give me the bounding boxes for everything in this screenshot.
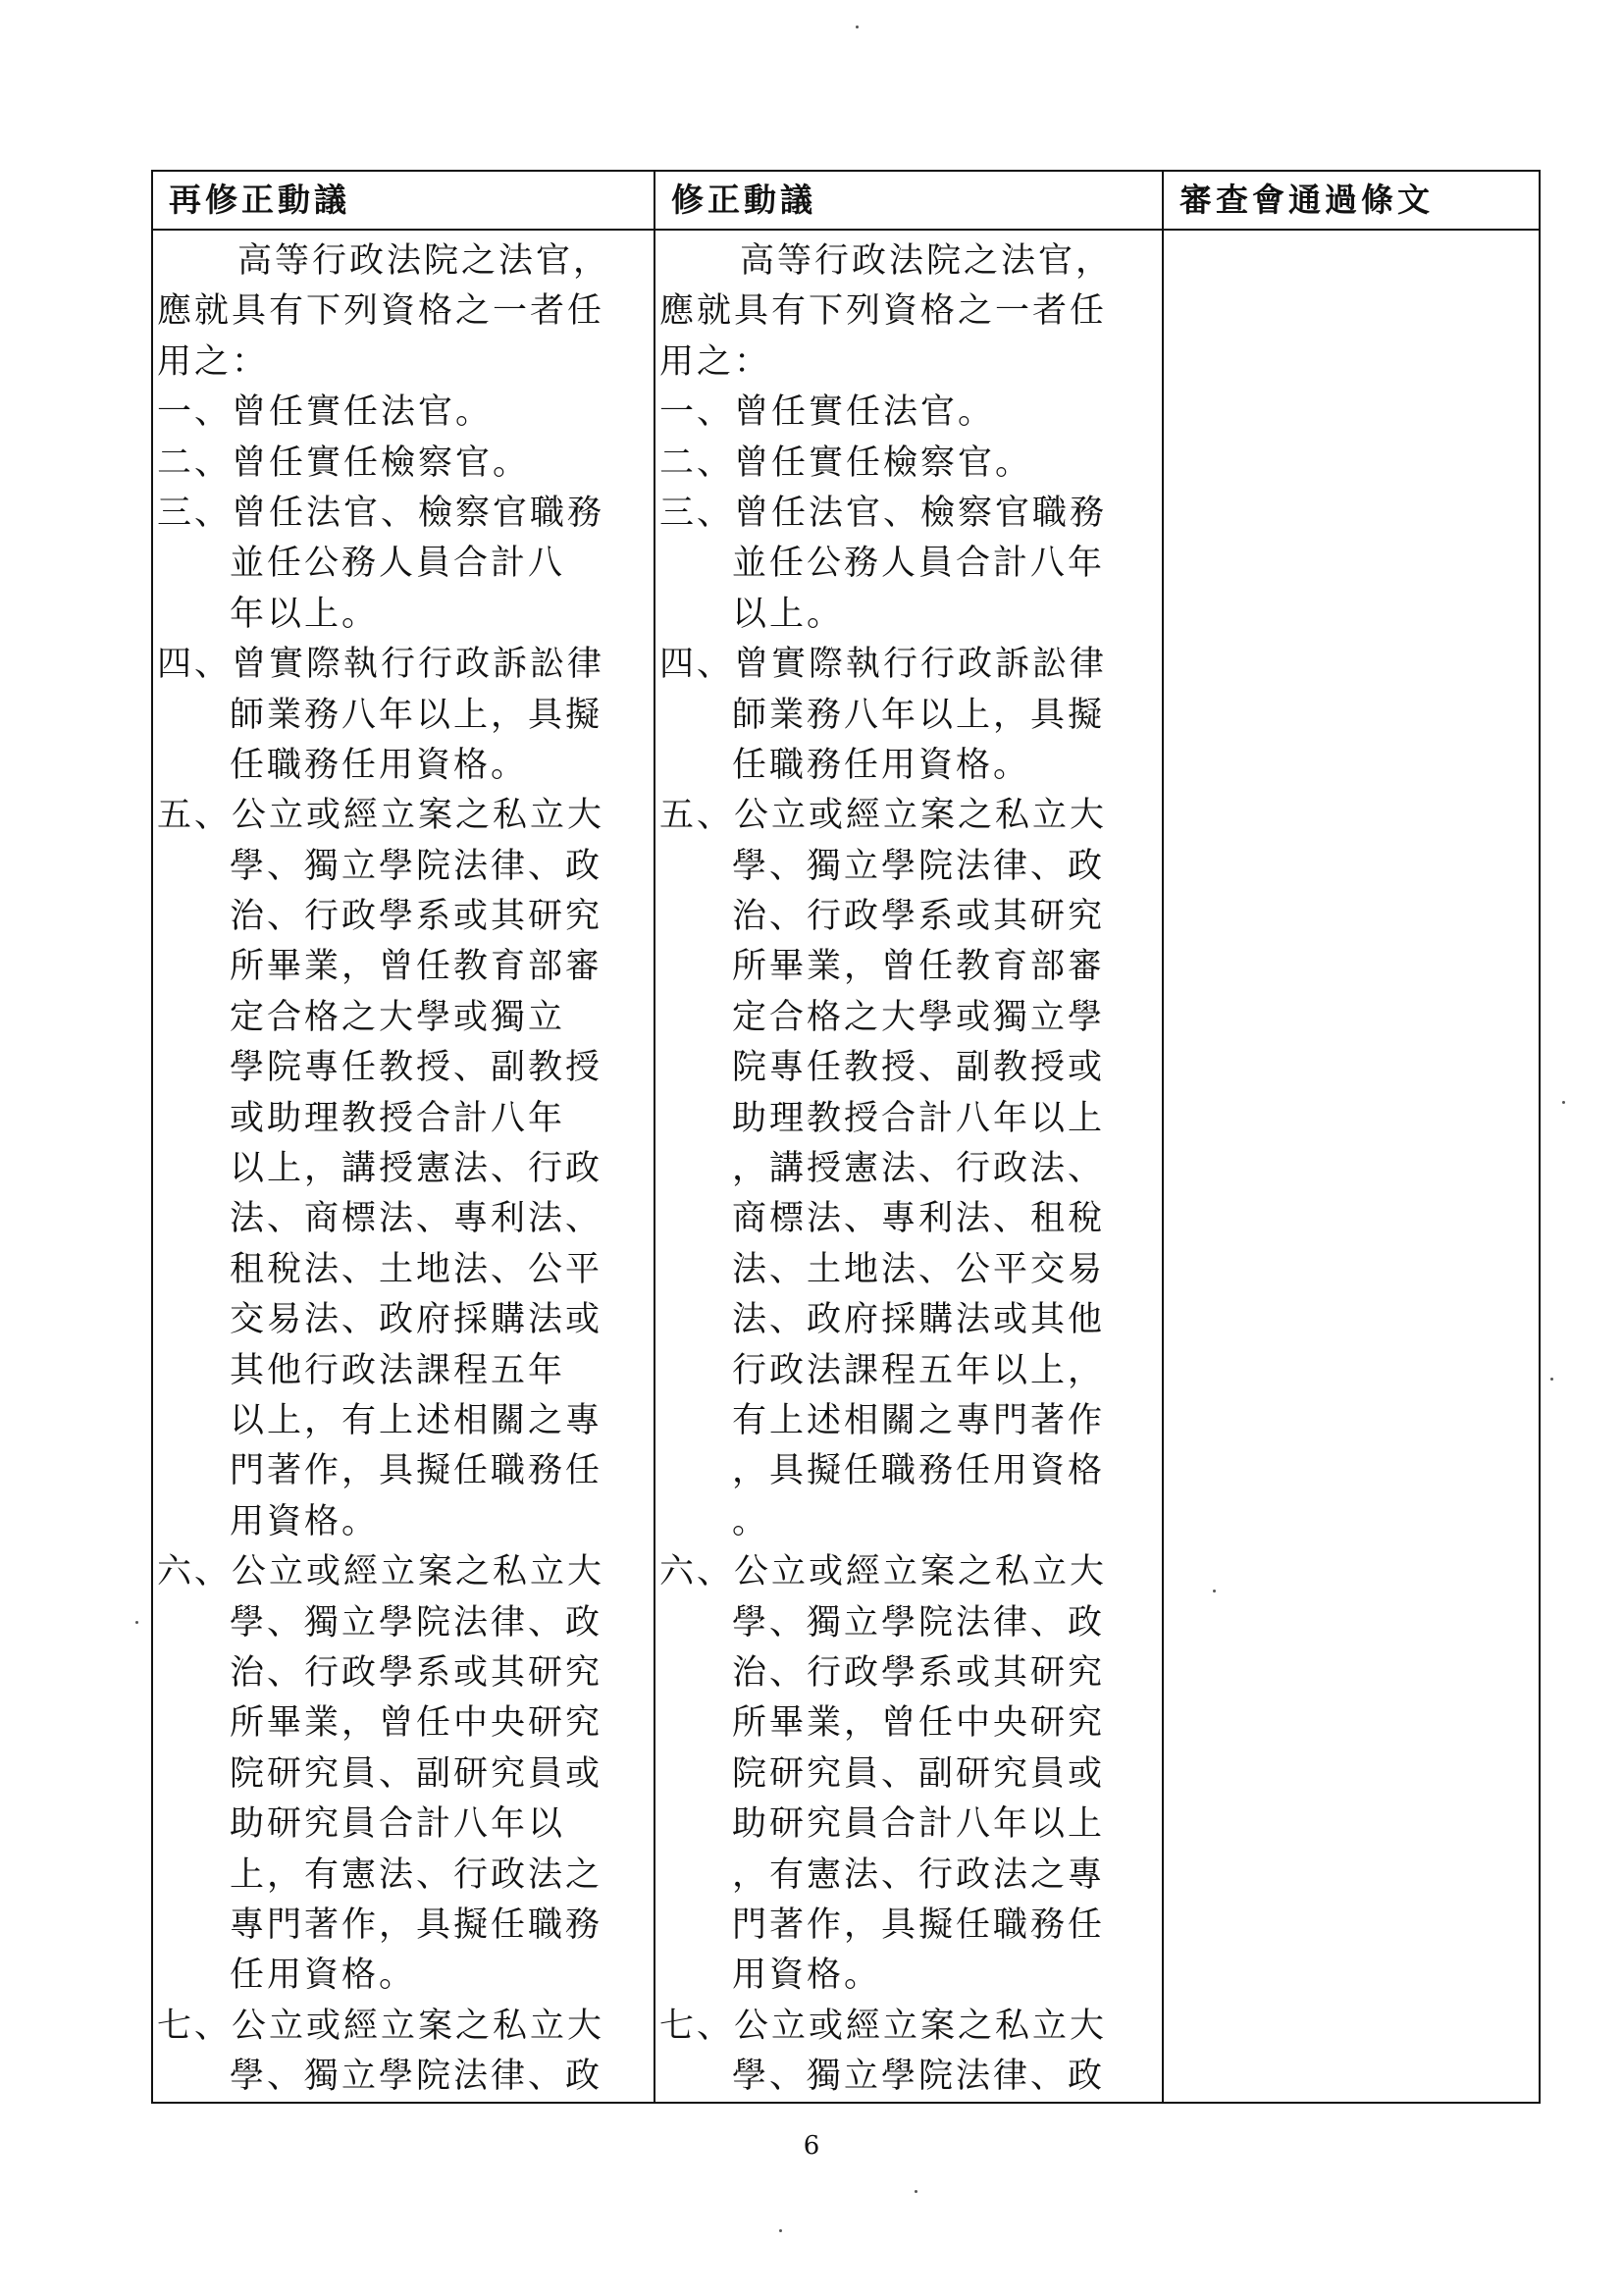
col1-line: 學、獨立學院法律、政 <box>230 846 603 886</box>
col1-line: 學、獨立學院法律、政 <box>230 1602 603 1643</box>
scan-speck <box>915 2190 917 2193</box>
col2-line: 以上。 <box>732 594 845 634</box>
body-row <box>152 230 1540 2103</box>
col2-line: 商標法、專利法、租稅 <box>732 1199 1106 1239</box>
col2-line: 院研究員、副研究員或 <box>732 1753 1106 1794</box>
col1-line: 四、曾實際執行行政訴訟律 <box>157 645 605 685</box>
cell-revised-motion <box>654 230 1163 2103</box>
header-committee-approved-text: 審查會通過條文 <box>1163 171 1540 230</box>
col1-line: 並任公務人員合計八 <box>230 544 566 584</box>
col1-line: 定合格之大學或獨立 <box>230 997 566 1037</box>
col2-line: 五、公立或經立案之私立大 <box>659 796 1108 836</box>
col1-text-block <box>153 231 654 2102</box>
col1-line: 所畢業，曾任教育部審 <box>230 947 603 987</box>
col1-line: 一、曾任實任法官。 <box>157 392 494 433</box>
page-number: 6 <box>803 2131 820 2161</box>
scan-speck <box>856 26 859 28</box>
col2-line: 並任公務人員合計八年 <box>732 544 1106 584</box>
col2-line: ，具擬任職務任用資格 <box>732 1451 1106 1491</box>
col2-line: 法、政府採購法或其他 <box>732 1300 1106 1340</box>
col1-line: 任用資格。 <box>230 1956 417 1996</box>
col2-line: 助理教授合計八年以上 <box>732 1098 1106 1138</box>
col2-line: 三、曾任法官、檢察官職務 <box>659 493 1108 533</box>
col2-line: 學、獨立學院法律、政 <box>732 1602 1106 1643</box>
col2-line: 用資格。 <box>732 1956 882 1996</box>
col1-line: 高等行政法院之法官， <box>237 241 611 281</box>
col1-line: 其他行政法課程五年 <box>230 1350 566 1390</box>
col1-line: 七、公立或經立案之私立大 <box>157 2006 605 2046</box>
col2-text-block <box>655 231 1162 2102</box>
col2-line: 學、獨立學院法律、政 <box>732 2057 1106 2097</box>
col2-line: ，講授憲法、行政法、 <box>732 1149 1106 1189</box>
col2-line: 法、土地法、公平交易 <box>732 1249 1106 1289</box>
header-revised-motion-again: 再修正動議 <box>152 171 654 230</box>
scan-speck <box>779 2229 782 2232</box>
col2-line: 助研究員合計八年以上 <box>732 1804 1106 1845</box>
col2-line: 任職務任用資格。 <box>732 745 1031 785</box>
col1-line: 師業務八年以上，具擬 <box>230 695 603 735</box>
scan-speck <box>135 1621 138 1624</box>
col2-line: 高等行政法院之法官， <box>740 241 1114 281</box>
header-row <box>152 171 1540 230</box>
col1-line: 應就具有下列資格之一者任 <box>157 291 605 332</box>
col2-line: 用之： <box>659 341 772 382</box>
col1-line: 六、公立或經立案之私立大 <box>157 1552 605 1592</box>
col1-line: 院研究員、副研究員或 <box>230 1753 603 1794</box>
col2-line: 治、行政學系或其研究 <box>732 1652 1106 1693</box>
col3-text-block <box>1164 231 1539 236</box>
col1-line: 學院專任教授、副教授 <box>230 1048 603 1088</box>
col1-line: 年以上。 <box>230 594 380 634</box>
col2-line: 四、曾實際執行行政訴訟律 <box>659 645 1108 685</box>
col1-line: 用之： <box>157 341 270 382</box>
col1-line: 五、公立或經立案之私立大 <box>157 796 605 836</box>
col2-line: 定合格之大學或獨立學 <box>732 997 1106 1037</box>
col1-line: 治、行政學系或其研究 <box>230 897 603 937</box>
col2-line: 門著作，具擬任職務任 <box>732 1905 1106 1945</box>
col2-line: 行政法課程五年以上， <box>732 1350 1106 1390</box>
col1-line: 以上，有上述相關之專 <box>230 1400 603 1440</box>
col2-line: 。 <box>732 1501 770 1541</box>
col2-line: 治、行政學系或其研究 <box>732 897 1106 937</box>
col2-line: 學、獨立學院法律、政 <box>732 846 1106 886</box>
col1-line: 用資格。 <box>230 1501 380 1541</box>
col2-line: 有上述相關之專門著作 <box>732 1400 1106 1440</box>
scan-speck <box>1213 1590 1216 1592</box>
scan-speck <box>1550 1378 1553 1381</box>
col1-line: 門著作，具擬任職務任 <box>230 1451 603 1491</box>
col2-line: 六、公立或經立案之私立大 <box>659 1552 1108 1592</box>
cell-revised-motion-again <box>152 230 654 2103</box>
comparison-table <box>151 170 1541 2104</box>
col1-line: 二、曾任實任檢察官。 <box>157 443 531 483</box>
col1-line: 助研究員合計八年以 <box>230 1804 566 1845</box>
header-revised-motion: 修正動議 <box>654 171 1163 230</box>
col2-line: 所畢業，曾任教育部審 <box>732 947 1106 987</box>
col2-line: 應就具有下列資格之一者任 <box>659 291 1108 332</box>
col2-line: 一、曾任實任法官。 <box>659 392 996 433</box>
col2-line: 二、曾任實任檢察官。 <box>659 443 1033 483</box>
cell-committee-approved-text <box>1163 230 1540 2103</box>
col1-line: 三、曾任法官、檢察官職務 <box>157 493 605 533</box>
col2-line: 院專任教授、副教授或 <box>732 1048 1106 1088</box>
col1-line: 交易法、政府採購法或 <box>230 1300 603 1340</box>
col2-line: 七、公立或經立案之私立大 <box>659 2006 1108 2046</box>
col1-line: 治、行政學系或其研究 <box>230 1652 603 1693</box>
col2-line: ，有憲法、行政法之專 <box>732 1854 1106 1895</box>
col1-line: 以上，講授憲法、行政 <box>230 1149 603 1189</box>
col1-line: 專門著作，具擬任職務 <box>230 1905 603 1945</box>
col1-line: 學、獨立學院法律、政 <box>230 2057 603 2097</box>
col1-line: 租稅法、土地法、公平 <box>230 1249 603 1289</box>
col2-line: 師業務八年以上，具擬 <box>732 695 1106 735</box>
col1-line: 法、商標法、專利法、 <box>230 1199 603 1239</box>
col1-line: 所畢業，曾任中央研究 <box>230 1703 603 1744</box>
col1-line: 上，有憲法、行政法之 <box>230 1854 603 1895</box>
col1-line: 或助理教授合計八年 <box>230 1098 566 1138</box>
col1-line: 任職務任用資格。 <box>230 745 529 785</box>
scan-speck <box>1562 1101 1565 1104</box>
col2-line: 所畢業，曾任中央研究 <box>732 1703 1106 1744</box>
